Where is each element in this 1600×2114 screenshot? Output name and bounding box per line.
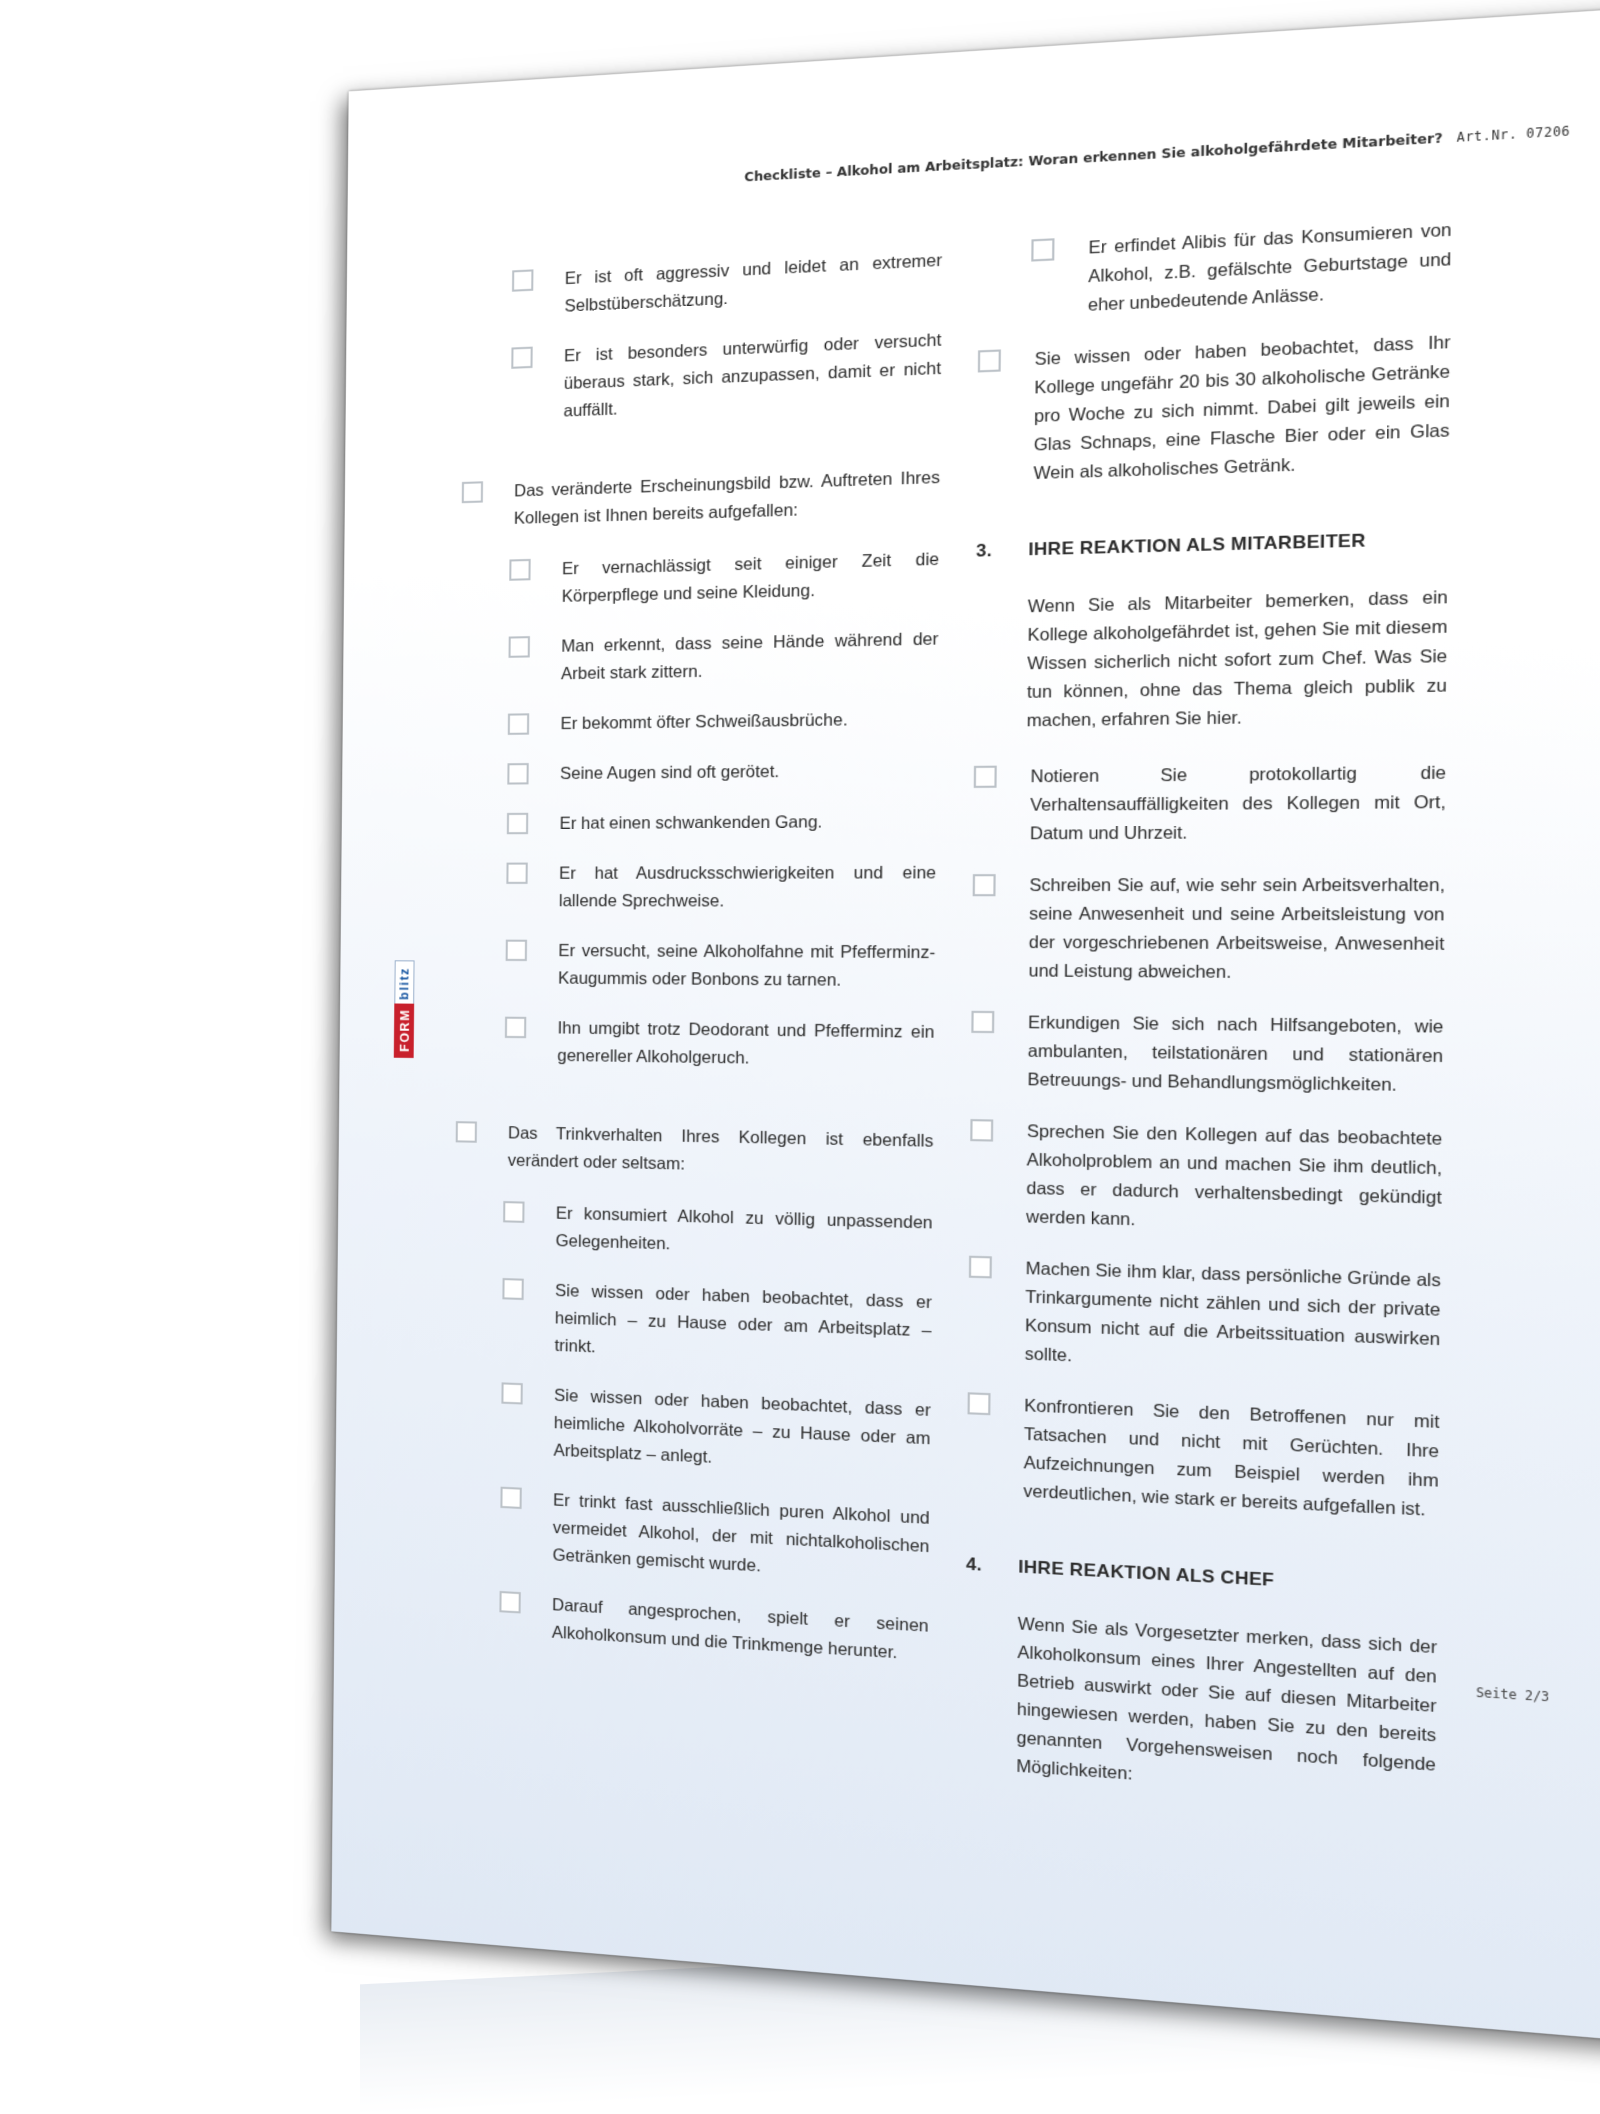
checklist-item-text: Erkundigen Sie sich nach Hilfsangeboten, wie ambulanten, teilstationären und stationären Betreuungs- und Behandlungsmöglichkeiten. <box>1027 1013 1444 1096</box>
checklist-item <box>505 1015 935 1076</box>
checklist-group-label: Das veränderte Erscheinungsbild bzw. Auftreten Ihres Kollegen ist Ihnen bereits aufgefallen: <box>513 468 941 528</box>
checklist-item-text: Sie wissen oder haben beobachtet, dass er heimlich – zu Hause oder am Arbeitsplatz – trinkt. <box>554 1281 932 1357</box>
checkbox[interactable] <box>462 481 483 503</box>
checklist-item-text: Er bekommt öfter Schweißausbrüche. <box>560 710 848 734</box>
checkbox[interactable] <box>507 813 528 834</box>
checklist-item-text: Konfrontieren Sie den Betroffenen nur mit Tatsachen und nicht mit Gerüchten. Ihre Aufzeichnungen zum Beispiel werden ihm verdeutlichen, wie stark er bereits aufgefallen ist. <box>1023 1396 1440 1520</box>
checklist-item <box>507 808 937 838</box>
checkbox[interactable] <box>507 763 528 785</box>
checklist-item <box>511 327 942 428</box>
checklist-item-text: Er ist besonders unterwürfig oder versucht überaus stark, sich anzupassen, damit er nicht auffällt. <box>563 330 942 421</box>
section-title: IHRE REAKTION ALS CHEF <box>1018 1556 1275 1591</box>
checkbox[interactable] <box>506 940 527 961</box>
checkbox[interactable] <box>500 1487 521 1509</box>
formblitz-logo <box>394 941 415 1058</box>
checkbox[interactable] <box>502 1278 523 1300</box>
checkbox[interactable] <box>506 863 527 884</box>
checkbox[interactable] <box>971 1011 994 1033</box>
checkbox[interactable] <box>512 269 533 291</box>
checklist-item <box>968 1254 1441 1385</box>
checklist-item <box>977 329 1451 491</box>
checklist-item-text: Er konsumiert Alkohol zu völlig unpassenden Gelegenheiten. <box>555 1204 933 1254</box>
section-title: IHRE REAKTION ALS MITARBEITER <box>1028 530 1366 560</box>
section-intro: Wenn Sie als Mitarbeiter bemerken, dass ein Kollege alkoholgefährdet ist, gehen Sie mit diesem Wissen sicherlich nicht sofort zum Chef. Was Sie tun können, ohne das Thema gleich publik zu machen, erfahren Sie hier. <box>1026 588 1448 731</box>
checklist-item <box>502 1276 932 1374</box>
left-column <box>451 247 943 1692</box>
section-number: 3. <box>975 540 993 561</box>
article-number: Art.Nr. 07206 <box>1456 123 1571 146</box>
checkbox[interactable] <box>456 1121 477 1143</box>
section-heading-3 <box>976 524 1449 565</box>
checklist-item <box>508 705 938 739</box>
checklist-item-text: Schreiben Sie auf, wie sehr sein Arbeitsverhalten, seine Anwesenheit und seine Arbeitsleistung von der vorgeschriebenen Arbeitsweise, Anwesenheit und Leistung abweichen. <box>1028 875 1446 983</box>
checklist-item-text: Darauf angesprochen, spielt er seinen Alkoholkonsum und die Trinkmenge herunter. <box>551 1595 929 1663</box>
checklist-item <box>507 757 937 789</box>
checklist-item <box>973 759 1446 849</box>
checklist-item-text: Er ist oft aggressiv und leidet an extremer Selbstüberschätzung. <box>564 251 943 316</box>
checkbox[interactable] <box>505 1017 526 1039</box>
checkbox[interactable] <box>509 636 530 658</box>
checkbox[interactable] <box>974 766 997 788</box>
checklist-item-text: Sprechen Sie den Kollegen auf das beobachtete Alkoholproblem an und machen Sie ihm deutlich, dass er dadurch verhaltensbedingt gekündigt werden kann. <box>1026 1122 1443 1230</box>
checklist-group-drinking <box>455 1119 933 1184</box>
checkbox[interactable] <box>511 347 532 369</box>
checkbox[interactable] <box>508 713 529 735</box>
header-title: Checkliste – Alkohol am Arbeitsplatz: Woran erkennen Sie alkoholgefährdete Mitarbeiter? <box>744 129 1443 185</box>
checklist-item <box>512 247 943 323</box>
checklist-item-text: Er hat einen schwankenden Gang. <box>559 813 823 833</box>
checklist-item-text: Ihn umgibt trotz Deodorant und Pfefferminz ein genereller Alkoholgeruch. <box>557 1019 935 1068</box>
right-column <box>964 216 1452 1838</box>
checklist-item <box>971 1009 1444 1102</box>
checklist-item-text: Notieren Sie protokollartig die Verhaltensauffälligkeiten des Kollegen mit Ort, Datum und Uhrzeit. <box>1029 763 1447 844</box>
checklist-item <box>508 626 938 690</box>
checklist-item <box>509 546 939 612</box>
checkbox[interactable] <box>501 1382 522 1404</box>
checklist-item <box>501 1380 931 1482</box>
checklist-item <box>1031 216 1452 323</box>
section-heading-4 <box>966 1550 1438 1603</box>
checklist-item <box>505 938 935 996</box>
checklist-item-text: Er versucht, seine Alkoholfahne mit Pfefferminz-Kaugummis oder Bonbons zu tarnen. <box>558 941 936 990</box>
logo-form-text: FORM <box>394 1004 414 1058</box>
checklist-group-appearance <box>461 464 940 534</box>
checkbox[interactable] <box>970 1119 993 1142</box>
checklist-item-text: Er hat Ausdrucksschwierigkeiten und eine lallende Sprechweise. <box>558 863 937 911</box>
page-number: Seite 2/3 <box>1475 1684 1550 1705</box>
checkbox[interactable] <box>1031 238 1054 261</box>
checklist-item <box>503 1199 933 1266</box>
checklist-item-text: Sie wissen oder haben beobachtet, dass er heimliche Alkoholvorräte – zu Hause oder am Arbeitsplatz – anlegt. <box>553 1386 931 1467</box>
checklist-item <box>499 1589 929 1669</box>
checklist-item-text: Er erfindet Alibis für das Konsumieren von Alkohol, z.B. gefälschte Geburtstage und eher unbedeutende Anlässe. <box>1087 220 1452 316</box>
checklist-item-text: Er trinkt fast ausschließlich puren Alkohol und vermeidet Alkohol, der mit nichtalkoholischen Getränken gemischt wurde. <box>552 1491 930 1576</box>
checkbox[interactable] <box>973 874 996 896</box>
checklist-item-text: Er vernachlässigt seit einiger Zeit die Körperpflege und seine Kleidung. <box>561 550 940 606</box>
logo-blitz-text: blitz <box>394 960 414 1004</box>
page-header <box>744 122 1570 184</box>
checklist-item <box>500 1485 930 1590</box>
checklist-item <box>506 860 936 917</box>
checklist-item-text: Sie wissen oder haben beobachtet, dass Ihr Kollege ungefähr 20 bis 30 alkoholische Getränke pro Woche zu sich nimmt. Dabei gilt jeweils ein Glas Schnaps, eine Flasche Bier oder ein Glas Wein als alkoholisches Getränk. <box>1033 332 1451 484</box>
checkbox[interactable] <box>499 1591 520 1613</box>
checklist-group-label: Das Trinkverhalten Ihres Kollegen ist ebenfalls verändert oder seltsam: <box>507 1124 934 1174</box>
checkbox[interactable] <box>968 1392 991 1415</box>
checklist-item-text: Man erkennt, dass seine Hände während der Arbeit stark zittern. <box>560 629 939 684</box>
document-page <box>331 6 1600 2042</box>
section-intro: Wenn Sie als Vorgesetzter merken, dass sich der Alkoholkonsum eines Ihrer Angestellten auf den Betrieb auswirkt oder Sie auf diesen Mitarbeiter hingewiesen werden, haben Sie zu den bereits genannten Vorgehensweisen noch folgende Möglichkeiten: <box>1016 1614 1438 1784</box>
checklist-item <box>969 1117 1442 1243</box>
section-number: 4. <box>965 1554 983 1575</box>
checkbox[interactable] <box>969 1256 992 1279</box>
checklist-item <box>967 1390 1440 1526</box>
checklist-item-text: Seine Augen sind oft gerötet. <box>559 762 780 784</box>
checkbox[interactable] <box>503 1201 524 1223</box>
checklist-item <box>972 871 1445 989</box>
checklist-item-text: Machen Sie ihm klar, dass persönliche Gründe als Trinkargumente nicht zählen und sich der private Konsum nicht auf die Arbeitssituation auswirken sollte. <box>1024 1259 1441 1366</box>
checkbox[interactable] <box>509 559 530 581</box>
checkbox[interactable] <box>978 349 1001 372</box>
